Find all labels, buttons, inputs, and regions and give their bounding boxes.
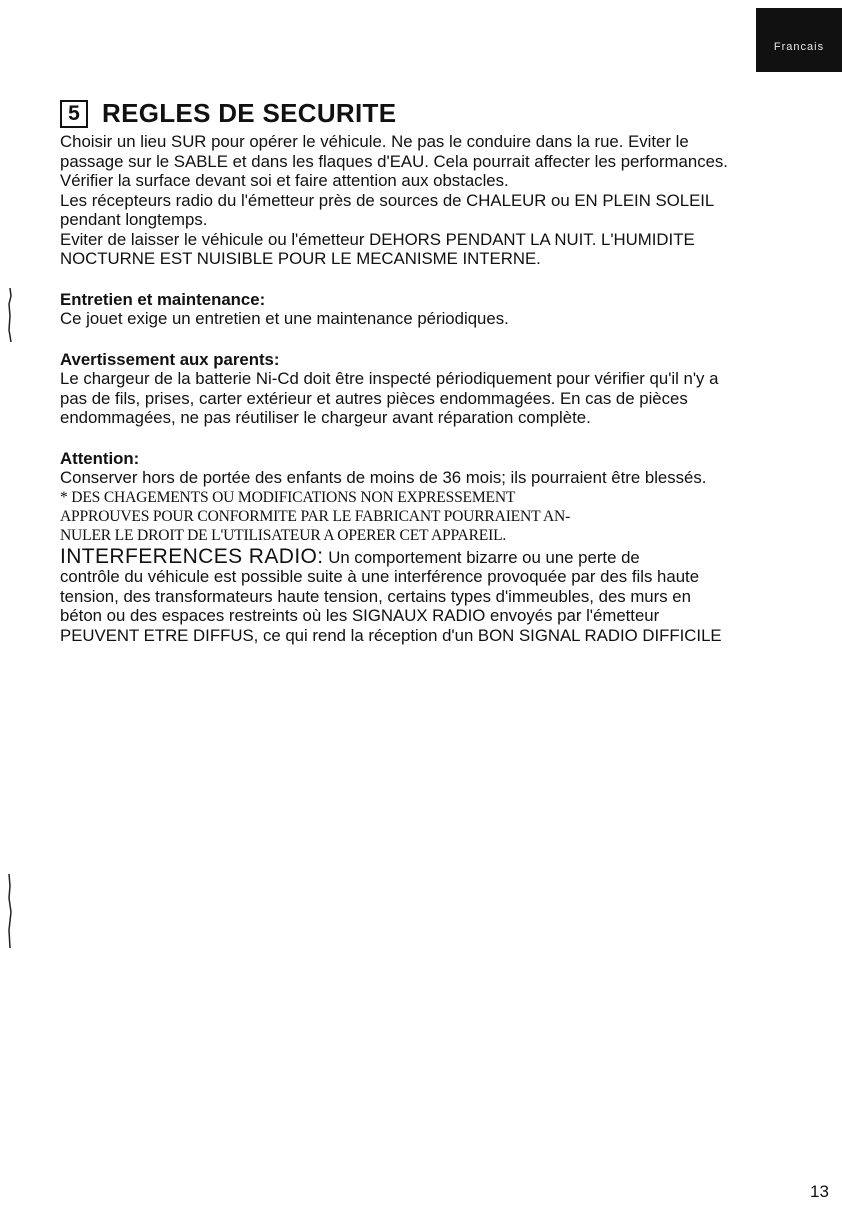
language-tab — [756, 8, 842, 72]
text-line: passage sur le SABLE et dans les flaques d'EAU. Cela pourrait affecter les performances. — [60, 151, 728, 171]
text-line: endommagées, ne pas réutiliser le chargeur avant réparation complète. — [60, 408, 591, 427]
parents-title: Avertissement aux parents: — [60, 349, 280, 369]
binding-mark-bottom — [4, 872, 16, 952]
interference-intro: Un comportement bizarre ou une perte de — [323, 547, 640, 567]
intro-paragraph — [60, 132, 832, 269]
text-line: Vérifier la surface devant soi et faire attention aux obstacles. — [60, 171, 509, 190]
binding-mark-top — [4, 286, 16, 346]
text-line: Eviter de laisser le véhicule ou l'émetteur DEHORS PENDANT LA NUIT. L'HUMIDITE — [60, 229, 695, 249]
section-heading — [60, 98, 396, 129]
text-line: Les récepteurs radio du l'émetteur près de sources de CHALEUR ou EN PLEIN SOLEIL — [60, 190, 715, 210]
interference-first-line — [60, 544, 832, 568]
text-line: contrôle du véhicule est possible suite à une interférence provoquée par des fils haute — [60, 567, 700, 586]
section-title: REGLES DE SECURITE — [102, 98, 397, 128]
warning-line: NULER LE DROIT DE L'UTILISATEUR A OPERER CET APPAREIL. — [60, 526, 507, 544]
warning-line: * DES CHAGEMENTS OU MODIFICATIONS NON EXPRESSEMENT — [60, 488, 516, 506]
section-number-box — [60, 100, 88, 128]
interference-title: INTERFERENCES RADIO: — [60, 544, 324, 568]
text-line: NOCTURNE EST NUISIBLE POUR LE MECANISME INTERNE. — [60, 249, 541, 268]
maintenance-title: Entretien et maintenance: — [60, 289, 266, 309]
text-line: tension, des transformateurs haute tension, certains types d'immeubles, des murs en — [60, 586, 691, 606]
text-line: Le chargeur de la batterie Ni-Cd doit être inspecté périodiquement pour vérifier qu'il n'y a — [60, 369, 719, 388]
page-number: 13 — [810, 1182, 829, 1201]
warning-line: APPROUVES POUR CONFORMITE PAR LE FABRICANT POURRAIENT AN- — [60, 507, 571, 525]
maintenance-section — [60, 290, 832, 329]
maintenance-text: Ce jouet exige un entretien et une maintenance périodiques. — [60, 309, 509, 328]
text-line: PEUVENT ETRE DIFFUS, ce qui rend la réception d'un BON SIGNAL RADIO DIFFICILE — [60, 625, 722, 645]
attention-title: Attention: — [60, 448, 140, 468]
attention-text: Conserver hors de portée des enfants de moins de 36 mois; ils pourraient être blessés. — [60, 468, 707, 487]
interference-section — [60, 544, 832, 646]
attention-section — [60, 449, 832, 545]
text-line: pas de fils, prises, carter extérieur et autres pièces endommagées. En cas de pièces — [60, 388, 688, 408]
text-line: Choisir un lieu SUR pour opérer le véhicule. Ne pas le conduire dans la rue. Eviter le — [60, 132, 689, 151]
text-line: pendant longtemps. — [60, 210, 208, 229]
language-label: Francais — [773, 41, 825, 53]
section-number: 5 — [68, 101, 80, 125]
text-line: béton ou des espaces restreints où les SIGNAUX RADIO envoyés par l'émetteur — [60, 606, 660, 625]
parents-section — [60, 350, 832, 428]
document-body — [60, 132, 832, 645]
